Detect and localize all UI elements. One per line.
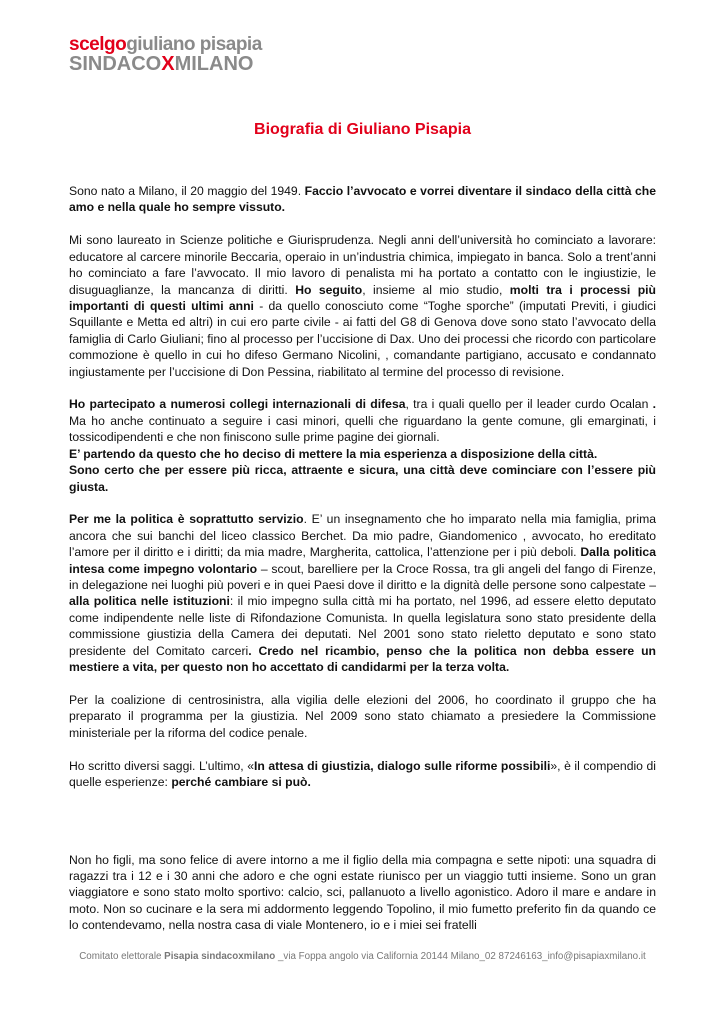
bold-text-run: . Credo nel ricambio, penso che la politica non debba essere un mestiere a vita, per questo non ho accettato di candidarmi per la terza volta. [69,643,656,675]
bold-text-run: Dalla politica intesa come impegno volontario [69,545,656,576]
bold-text-run: In attesa di giustizia, dialogo sulle riforme possibili [254,758,551,773]
logo-line-bottom [69,54,262,74]
logo-line-top [69,35,262,54]
bold-text-run: molti tra i processi più importanti di questi ultimi anni [69,282,656,313]
text-run: - da quello conosciuto come “Toghe sporche” (imputati Previti, i giudici Squillante e Metta ed altri) in cui ero parte civile - ai fatti del G8 di Genova dove sono stato l’avvocato della famiglia di Carlo Giuliani; fino al processo per l’uccisione di Dax. Uno dei processi che ricordo con particolare commozione è quello in cui ho difeso Germano Nicolini, , comandante partigiano, accusato e condannato ingiustamente per l’uccisione di Don Pessina, riabilitato al termine del processo di revisione. [69,298,656,379]
paragraph-just-city [69,462,656,495]
text-run: », è il compendio di quelle esperienze: [69,758,656,790]
bold-text-run: Ho partecipato a numerosi collegi internazionali di difesa [69,397,406,412]
page-title: Biografia di Giuliano Pisapia [254,121,471,138]
logo-word-scelgo: scelgo [69,34,127,55]
text-run: Per la coalizione di centrosinistra, alla vigilia delle elezioni del 2006, ho coordinato il gruppo che ha preparato il programma per la giustizia. Nel 2009 sono stato chiamato a presiedere la Commissione ministeriale per la riforma del codice penale. [69,692,656,740]
footer-address: _via Foppa angolo via California 20144 Milano_02 87246163_info@pisapiaxmilano.it [275,951,646,962]
biography-body [69,183,656,934]
text-run: , insieme al mio studio, [362,282,510,297]
bold-text-run: Faccio l’avvocato e vorrei diventare il sindaco della città che amo e nella quale ho sempre vissuto. [69,184,656,215]
paragraph-education-career [69,232,656,380]
bold-text-run: E’ partendo da questo che ho deciso di mettere la mia esperienza a disposizione della città. [69,446,598,461]
logo-word-milano: MILANO [174,53,254,75]
footer-committee-name: Pisapia sindacoxmilano [164,951,276,962]
footer-prefix: Comitato elettorale [79,951,165,962]
text-run: : il mio impegno sulla città mi ha portato, nel 1996, ad essere eletto deputato come indipendente nelle liste di Rifondazione Comunista. In quella legislatura sono stato presidente della commissione giustizia della Camera dei deputati. Nel 2001 sono stato rieletto deputato e sono stato presidente del Comitato carceri [69,594,656,658]
logo-word-sindaco: SINDACO [69,53,162,75]
bold-text-run: Sono certo che per essere più ricca, attraente e sicura, una città deve cominciare con l’essere più giusta. [69,463,656,494]
paragraph-coalition [69,692,656,741]
paragraph-politics-service [69,511,656,675]
paragraph-essays [69,758,656,791]
bold-text-run: Per me la politica è soprattutto servizio [69,512,304,527]
text-run: Mi sono laureato in Scienze politiche e Giurisprudenza. Negli anni dell’università ho cominciato a lavorare: educatore al carcere minorile Beccaria, operaio in un’industria chimica, impiegato in banca. Solo a trent’anni ho cominciato a fare l’avvocato. Il mio lavoro di penalista mi ha portato a contatto con le ingiustizie, le disuguaglianze, la mancanza di diritti. [69,233,656,297]
text-run: – scout, barelliere per la Croce Rossa, tra gli angeli del fango di Firenze, in delegazione nei luoghi più poveri e in quei Paesi dove il diritto e la dignità delle persone sono calpestate – [69,561,656,593]
campaign-logo [69,35,262,74]
text-run: Ma ho anche continuato a seguire i casi minori, quelli che riguardano la gente comune, gli emarginati, i tossicodipendenti e che non finiscono sulle prime pagine dei giornali. [69,413,656,445]
text-run: Ho scritto diversi saggi. L’ultimo, « [69,758,255,773]
bold-text-run: Ho seguito [295,282,363,297]
bold-text-run: . [652,397,656,412]
logo-x-mark: X [161,53,175,75]
text-run: Sono nato a Milano, il 20 maggio del 1949. [69,184,305,198]
text-run: , tra i quali quello per il leader curdo Ocalan [405,397,653,412]
text-run: Non ho figli, ma sono felice di avere intorno a me il figlio della mia compagna e sette nipoti: una squadra di ragazzi tra i 12 e i 30 anni che adoro e che ogni estate riunisco per un viaggio tutti insieme. Sono un gran viaggiatore e sono stato molto sportivo: calcio, sci, pallanuoto a livello agonistico. Adoro il mare e andare in moto. Non so cucinare e la sera mi addormento leggendo Topolino, il mio fumetto preferito fin da quando ce lo contendevamo, nella nostra casa di viale Montenero, io e i miei sei fratelli [69,852,656,933]
bold-text-run: alla politica nelle istituzioni [69,594,230,609]
paragraph-personal-life [69,852,656,934]
footer-contact [0,951,725,962]
paragraph-decision [69,446,656,462]
paragraph-international-defense [69,396,656,445]
paragraph-intro [69,183,656,216]
text-run: . E’ un insegnamento che ho imparato nella mia famiglia, prima ancora che sui banchi del liceo classico Berchet. Da mio padre, Giandomenico , avvocato, ho ereditato l’amore per il diritto e i diritti; da mia madre, Margherita, cattolica, l’attenzione per i più deboli. [69,512,656,560]
bold-text-run: perché cambiare si può. [171,775,311,790]
logo-word-name: giuliano pisapia [126,34,262,55]
